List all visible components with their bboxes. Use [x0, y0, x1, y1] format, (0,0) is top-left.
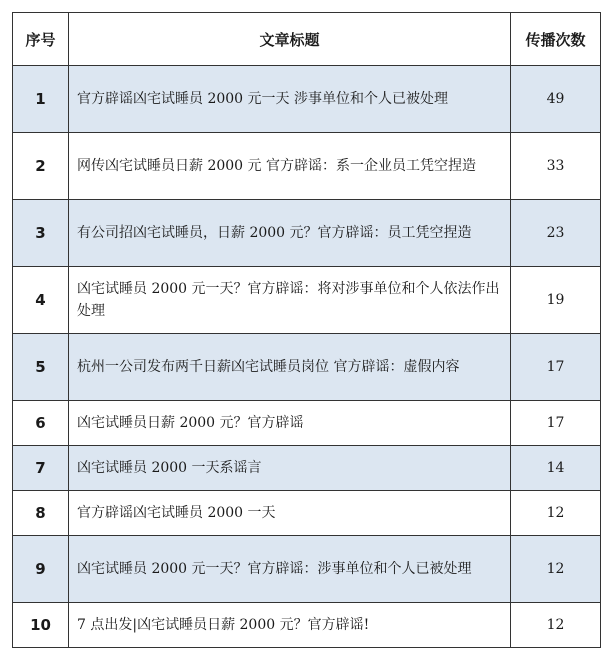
row-index: 6	[13, 401, 69, 446]
row-count: 23	[511, 200, 601, 267]
row-title: 凶宅试睡员 2000 一天系谣言	[69, 446, 511, 491]
row-count: 12	[511, 491, 601, 536]
row-index: 10	[13, 603, 69, 648]
row-count: 17	[511, 401, 601, 446]
header-count: 传播次数	[511, 13, 601, 66]
table-row	[13, 491, 601, 536]
table-row	[13, 66, 601, 133]
row-count: 49	[511, 66, 601, 133]
table-row	[13, 334, 601, 401]
row-title: 官方辟谣凶宅试睡员 2000 一天	[69, 491, 511, 536]
header-title: 文章标题	[69, 13, 511, 66]
table-row	[13, 446, 601, 491]
row-count: 19	[511, 267, 601, 334]
row-title: 凶宅试睡员日薪 2000 元？官方辟谣	[69, 401, 511, 446]
article-spread-table	[12, 12, 601, 648]
row-title: 网传凶宅试睡员日薪 2000 元 官方辟谣：系一企业员工凭空捏造	[69, 133, 511, 200]
row-title: 7 点出发|凶宅试睡员日薪 2000 元？官方辟谣!	[69, 603, 511, 648]
row-count: 12	[511, 603, 601, 648]
row-count: 33	[511, 133, 601, 200]
table-row	[13, 603, 601, 648]
table-row	[13, 536, 601, 603]
row-count: 12	[511, 536, 601, 603]
row-count: 17	[511, 334, 601, 401]
ranking-table-container	[12, 12, 600, 648]
row-title: 杭州一公司发布两千日薪凶宅试睡员岗位 官方辟谣：虚假内容	[69, 334, 511, 401]
row-index: 1	[13, 66, 69, 133]
row-title: 凶宅试睡员 2000 元一天？官方辟谣：将对涉事单位和个人依法作出处理	[69, 267, 511, 334]
row-index: 2	[13, 133, 69, 200]
row-index: 3	[13, 200, 69, 267]
row-title: 凶宅试睡员 2000 元一天？官方辟谣：涉事单位和个人已被处理	[69, 536, 511, 603]
table-row	[13, 267, 601, 334]
table-header-row	[13, 13, 601, 66]
row-title: 有公司招凶宅试睡员，日薪 2000 元？官方辟谣：员工凭空捏造	[69, 200, 511, 267]
header-index: 序号	[13, 13, 69, 66]
row-index: 7	[13, 446, 69, 491]
row-title: 官方辟谣凶宅试睡员 2000 元一天 涉事单位和个人已被处理	[69, 66, 511, 133]
row-index: 8	[13, 491, 69, 536]
table-row	[13, 133, 601, 200]
row-count: 14	[511, 446, 601, 491]
row-index: 9	[13, 536, 69, 603]
row-index: 4	[13, 267, 69, 334]
table-row	[13, 200, 601, 267]
table-row	[13, 401, 601, 446]
row-index: 5	[13, 334, 69, 401]
